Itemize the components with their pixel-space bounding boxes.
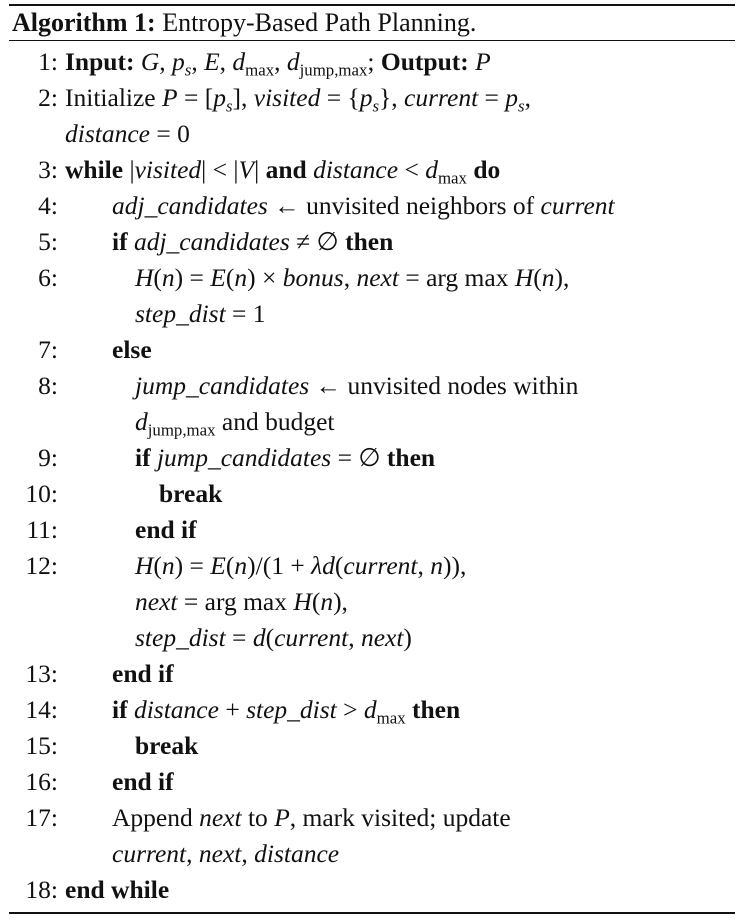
line-number: 6: bbox=[38, 263, 58, 292]
line-code: Input: G, $p_s$, E, $d_{max}$, $d_{jump,max}$; Output: P bbox=[65, 47, 491, 80]
algo-line-12-cont-1 bbox=[9, 584, 735, 620]
line-number: 17: bbox=[25, 803, 58, 832]
line-number: 1: bbox=[38, 47, 58, 76]
line-code: step_dist = 1 bbox=[135, 299, 266, 328]
line-number: 11: bbox=[26, 515, 58, 544]
line-code: current, next, distance bbox=[112, 839, 340, 868]
line-number: 5: bbox=[38, 227, 58, 256]
algo-line-2 bbox=[9, 80, 735, 116]
algo-line-7 bbox=[9, 332, 735, 368]
line-number: 10: bbox=[25, 479, 58, 508]
line-code: break bbox=[159, 479, 223, 508]
line-number: 9: bbox=[38, 443, 58, 472]
algo-line-3 bbox=[9, 152, 735, 188]
line-code: if distance + step_dist > $d_{max}$ then bbox=[112, 695, 461, 728]
line-code: distance = 0 bbox=[65, 119, 190, 148]
line-code: $d_{jump,max}$ and budget bbox=[135, 407, 335, 440]
line-number: 14: bbox=[25, 695, 58, 724]
line-code: break bbox=[135, 731, 199, 760]
algorithm-lines bbox=[9, 41, 735, 908]
algorithm-label: Algorithm 1: bbox=[12, 8, 156, 37]
line-code: end while bbox=[65, 875, 170, 904]
algo-line-8-cont bbox=[9, 404, 735, 440]
line-number: 15: bbox=[25, 731, 58, 760]
algo-line-6-cont bbox=[9, 296, 735, 332]
algo-line-10 bbox=[9, 476, 735, 512]
line-code: jump_candidates ← unvisited nodes within bbox=[135, 371, 579, 400]
algo-line-18 bbox=[9, 872, 735, 908]
algo-line-16 bbox=[9, 764, 735, 800]
line-code: while |visited| < |V| and distance < $d_{max}$ do bbox=[65, 155, 501, 188]
line-code: next = arg max H(n), bbox=[135, 587, 348, 616]
line-number: 8: bbox=[38, 371, 58, 400]
line-code: step_dist = d(current, next) bbox=[135, 623, 412, 652]
line-code: else bbox=[112, 335, 152, 364]
line-code: adj_candidates ← unvisited neighbors of current bbox=[112, 191, 615, 220]
algo-line-9 bbox=[9, 440, 735, 476]
algorithm-title: Entropy-Based Path Planning. bbox=[162, 8, 477, 37]
keyword-output: Output: bbox=[380, 47, 469, 76]
line-code: end if bbox=[112, 659, 174, 688]
algo-line-8 bbox=[9, 368, 735, 404]
line-code: if jump_candidates = ∅ then bbox=[135, 443, 436, 472]
algo-line-12-cont-2 bbox=[9, 620, 735, 656]
line-code: end if bbox=[135, 515, 197, 544]
keyword-input: Input: bbox=[65, 47, 135, 76]
algo-line-1 bbox=[9, 44, 735, 80]
line-number: 16: bbox=[25, 767, 58, 796]
line-number: 4: bbox=[38, 191, 58, 220]
line-code: if adj_candidates ≠ ∅ then bbox=[112, 227, 394, 256]
algo-line-6 bbox=[9, 260, 735, 296]
line-number: 18: bbox=[25, 875, 58, 904]
algorithm-caption bbox=[9, 6, 735, 40]
bottom-rule bbox=[9, 912, 735, 914]
algo-line-17-cont bbox=[9, 836, 735, 872]
algo-line-5 bbox=[9, 224, 735, 260]
algo-line-17 bbox=[9, 800, 735, 836]
line-number: 12: bbox=[25, 551, 58, 580]
algo-line-12 bbox=[9, 548, 735, 584]
line-number: 2: bbox=[38, 83, 58, 112]
algorithm-block bbox=[9, 4, 735, 914]
line-number: 3: bbox=[38, 155, 58, 184]
algo-line-11 bbox=[9, 512, 735, 548]
algo-line-4 bbox=[9, 188, 735, 224]
algo-line-15 bbox=[9, 728, 735, 764]
line-code: Append next to P, mark visited; update bbox=[112, 803, 511, 832]
line-code: H(n) = E(n)/(1 + λd(current, n)), bbox=[135, 551, 467, 580]
algo-line-13 bbox=[9, 656, 735, 692]
line-code: H(n) = E(n) × bonus, next = arg max H(n), bbox=[135, 263, 570, 292]
algo-line-2-cont bbox=[9, 116, 735, 152]
algo-line-14 bbox=[9, 692, 735, 728]
line-code: end if bbox=[112, 767, 174, 796]
line-number: 13: bbox=[25, 659, 58, 688]
line-code: Initialize $P = [p_s]$, visited = $\{p_s\}$, current = $p_s$, bbox=[65, 83, 531, 116]
line-number: 7: bbox=[38, 335, 58, 364]
